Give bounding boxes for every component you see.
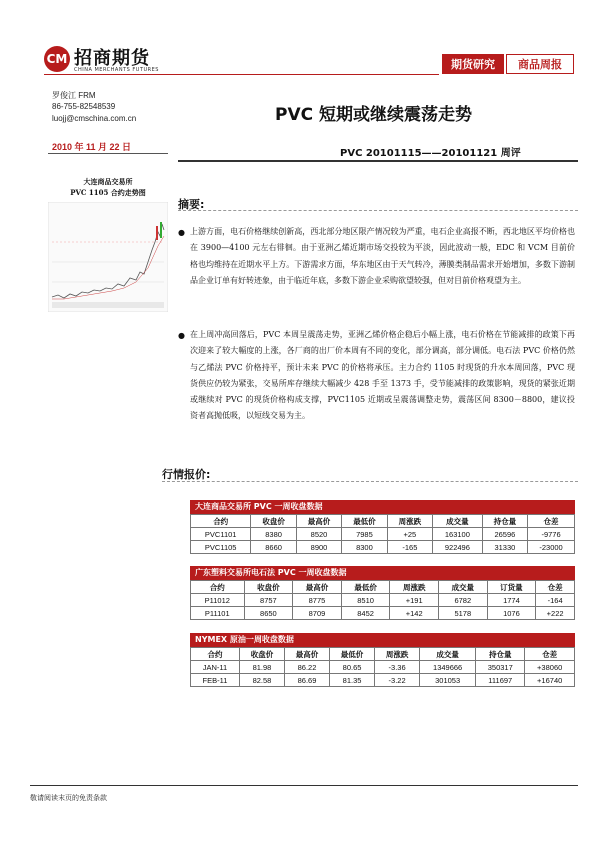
col-header: 最低价 (342, 515, 387, 528)
gd-pvc-table (190, 566, 575, 620)
col-header: 合约 (191, 648, 240, 661)
side-chart-caption (48, 176, 168, 198)
table-row (191, 528, 575, 541)
col-header: 最低价 (330, 648, 375, 661)
table-cell: 82.58 (239, 674, 284, 687)
table-cell: 8757 (244, 594, 293, 607)
table-cell: 163100 (433, 528, 483, 541)
col-header: 周涨跌 (387, 515, 432, 528)
summary-paragraph-2: 在上周冲高回落后，PVC 本周呈震荡走势，亚洲乙烯价格企稳后小幅上涨，电石价格在节能减排的政策下再次迎来了较大幅度的上涨，各厂商的出厂价本周有不同的变化，部分调高，部分调低。电石法 PVC 价格仍然与乙烯法 PVC 价格持平，预计未来 PVC 的价格将承压。主力合约 1105 时现货的升水本周回落，PVC 现货供应仍较为紧张，交易所库存继续大幅减少 428 手至 1373 手，受节能减排的政策影响，现货的紧张近期或继续对 PVC 的现货价格构成支撑，PVC1105 近期或呈震荡调整走势，震荡区间 8300－8800，建议投资者高抛低吸，以短线交易为主。 (190, 330, 575, 421)
table-cell: -3.22 (375, 674, 420, 687)
table-cell: -23000 (528, 541, 575, 554)
table-title: 广东塑料交易所电石法 PVC 一周收盘数据 (190, 566, 575, 580)
table-cell: +16740 (525, 674, 575, 687)
table-cell: -9776 (528, 528, 575, 541)
quotes-divider (162, 481, 578, 482)
table-row (191, 594, 575, 607)
table-header-row (191, 648, 575, 661)
table-title: NYMEX 原油一周收盘数据 (190, 633, 575, 647)
report-date: 2010 年 11 月 22 日 (52, 142, 132, 152)
table-cell: 8650 (244, 607, 293, 620)
col-header: 合约 (191, 515, 251, 528)
summary-divider (178, 210, 578, 211)
table-cell: P11101 (191, 607, 245, 620)
data-table (190, 580, 575, 620)
table-cell: 350317 (476, 661, 525, 674)
col-header: 最低价 (341, 581, 390, 594)
table-cell: 8900 (296, 541, 341, 554)
col-header: 最高价 (284, 648, 329, 661)
table-row (191, 541, 575, 554)
side-chart-caption-line1: 大连商品交易所 (83, 177, 133, 186)
col-header: 持仓量 (476, 648, 525, 661)
table-cell: 8452 (341, 607, 390, 620)
table-cell: FEB-11 (191, 674, 240, 687)
table-cell: JAN-11 (191, 661, 240, 674)
author-name: 罗俊江 FRM (52, 91, 96, 100)
left-divider (48, 153, 168, 154)
title-divider (178, 160, 578, 162)
table-cell: -3.36 (375, 661, 420, 674)
col-header: 最高价 (296, 515, 341, 528)
table-row (191, 674, 575, 687)
table-cell: 8380 (251, 528, 296, 541)
table-cell: +25 (387, 528, 432, 541)
quotes-heading: 行情报价: (162, 468, 211, 481)
table-cell: 111697 (476, 674, 525, 687)
table-cell: +38060 (525, 661, 575, 674)
table-cell: 8709 (293, 607, 342, 620)
author-email[interactable]: luojj@cmschina.com.cn (52, 114, 137, 123)
table-header-row (191, 515, 575, 528)
col-header: 收盘价 (244, 581, 293, 594)
disclaimer-note: 敬请阅读末页的免责条款 (30, 794, 107, 802)
dce-pvc-table (190, 500, 575, 554)
table-cell: 8660 (251, 541, 296, 554)
author-phone: 86-755-82548539 (52, 102, 116, 111)
col-header: 成交量 (439, 581, 488, 594)
company-name: 招商期货 (74, 48, 150, 69)
table-cell: 301053 (420, 674, 476, 687)
table-header-row (191, 581, 575, 594)
side-chart-caption-line2: PVC 1105 合约走势图 (70, 188, 146, 197)
data-table (190, 514, 575, 554)
col-header: 成交量 (420, 648, 476, 661)
table-cell: PVC1105 (191, 541, 251, 554)
col-header: 合约 (191, 581, 245, 594)
report-subtitle: PVC 20101115——20101121 周评 (340, 148, 521, 159)
col-header: 最高价 (293, 581, 342, 594)
pvc1105-candlestick-chart (48, 202, 168, 312)
tag-futures-research: 期货研究 (442, 54, 504, 74)
table-row (191, 607, 575, 620)
table-cell: PVC1101 (191, 528, 251, 541)
table-title: 大连商品交易所 PVC 一周收盘数据 (190, 500, 575, 514)
col-header: 仓差 (536, 581, 575, 594)
footer-divider (30, 785, 578, 786)
col-header: 持仓量 (482, 515, 527, 528)
table-cell: 922496 (433, 541, 483, 554)
table-cell: 8520 (296, 528, 341, 541)
table-cell: -165 (387, 541, 432, 554)
summary-bullet-2: ● (178, 331, 185, 340)
table-cell: 86.69 (284, 674, 329, 687)
col-header: 仓差 (528, 515, 575, 528)
header-divider (44, 74, 439, 75)
table-cell: +222 (536, 607, 575, 620)
table-cell: -164 (536, 594, 575, 607)
table-cell: 26596 (482, 528, 527, 541)
table-cell: 8300 (342, 541, 387, 554)
table-cell: 81.98 (239, 661, 284, 674)
summary-heading: 摘要: (178, 198, 205, 211)
nymex-crude-table (190, 633, 575, 687)
table-row (191, 661, 575, 674)
col-header: 订货量 (487, 581, 536, 594)
col-header: 周涨跌 (375, 648, 420, 661)
table-cell: 8510 (341, 594, 390, 607)
col-header: 收盘价 (251, 515, 296, 528)
table-cell: P11012 (191, 594, 245, 607)
col-header: 周涨跌 (390, 581, 439, 594)
tag-commodity-weekly: 商品周报 (506, 54, 574, 74)
table-cell: 31330 (482, 541, 527, 554)
table-cell: 81.35 (330, 674, 375, 687)
company-name-en: CHINA MERCHANTS FUTURES (74, 67, 159, 73)
summary-paragraph-1: 上游方面，电石价格继续创新高，西北部分地区限产情况较为严重，电石企业高报不断，西北地区平均价格也在 3900—4100 元左右徘徊。由于亚洲乙烯近期市场交投较为平淡，因此波动一般，EDC 和 VCM 目前价格也均维持在近期水平上方。下游需求方面，华东地区由于天气转冷，薄膜类制品需求开始增加，多数下游制品企业订单有好转迹象，由于临近年底，多数下游企业采购欲望较强，但对目前价格观望为主。 (190, 227, 575, 285)
table-cell: +191 (390, 594, 439, 607)
table-cell: 86.22 (284, 661, 329, 674)
table-cell: 8775 (293, 594, 342, 607)
table-cell: 5178 (439, 607, 488, 620)
table-cell: 7985 (342, 528, 387, 541)
table-cell: +142 (390, 607, 439, 620)
table-cell: 6782 (439, 594, 488, 607)
summary-bullet-1: ● (178, 228, 185, 237)
company-logo-icon: CM (44, 46, 70, 72)
table-cell: 1774 (487, 594, 536, 607)
data-table (190, 647, 575, 687)
table-cell: 1076 (487, 607, 536, 620)
report-title: PVC 短期或继续震荡走势 (275, 105, 473, 125)
col-header: 收盘价 (239, 648, 284, 661)
col-header: 仓差 (525, 648, 575, 661)
col-header: 成交量 (433, 515, 483, 528)
table-cell: 1349666 (420, 661, 476, 674)
table-cell: 80.65 (330, 661, 375, 674)
